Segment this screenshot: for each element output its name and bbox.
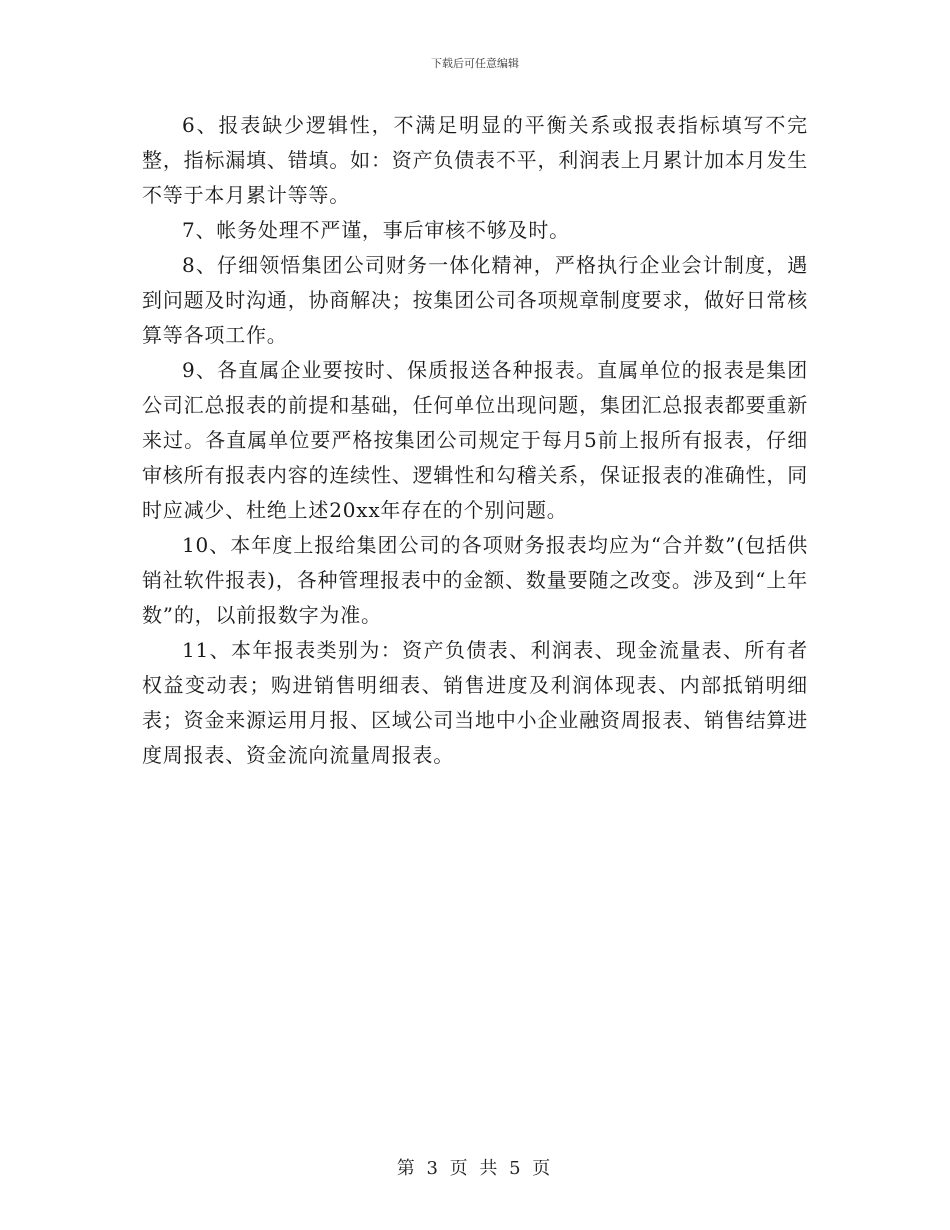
paragraph-8: 8、仔细领悟集团公司财务一体化精神，严格执行企业会计制度，遇到问题及时沟通，协商解决；按集团公司各项规章制度要求，做好日常核算等各项工作。: [142, 253, 808, 347]
paragraph-9: 9、各直属企业要按时、保质报送各种报表。直属单位的报表是集团公司汇总报表的前提和基础，任何单位出现问题，集团汇总报表都要重新来过。各直属单位要严格按集团公司规定于每月5前上报所有报表，仔细审核所有报表内容的连续性、逻辑性和勾稽关系，保证报表的准确性，同时应减少、杜绝上述20xx年存在的个别问题。: [142, 358, 808, 522]
paragraph-11: 11、本年报表类别为：资产负债表、利润表、现金流量表、所有者权益变动表；购进销售明细表、销售进度及利润体现表、内部抵销明细表；资金来源运用月报、区域公司当地中小企业融资周报表、销售结算进度周报表、资金流向流量周报表。: [142, 638, 808, 767]
paragraph-7: 7、帐务处理不严谨，事后审核不够及时。: [182, 218, 570, 242]
page-footer: 第 3 页 共 5 页: [396, 1158, 554, 1179]
body-text: [142, 108, 808, 773]
header-note: 下载后可任意编辑: [431, 57, 519, 70]
paragraph-6: 6、报表缺少逻辑性，不满足明显的平衡关系或报表指标填写不完整，指标漏填、错填。如：资产负债表不平，利润表上月累计加本月发生不等于本月累计等等。: [142, 113, 808, 207]
paragraph-10: 10、本年度上报给集团公司的各项财务报表均应为“合并数”(包括供销社软件报表)，各种管理报表中的金额、数量要随之改变。涉及到“上年数”的，以前报数字为准。: [142, 533, 808, 627]
